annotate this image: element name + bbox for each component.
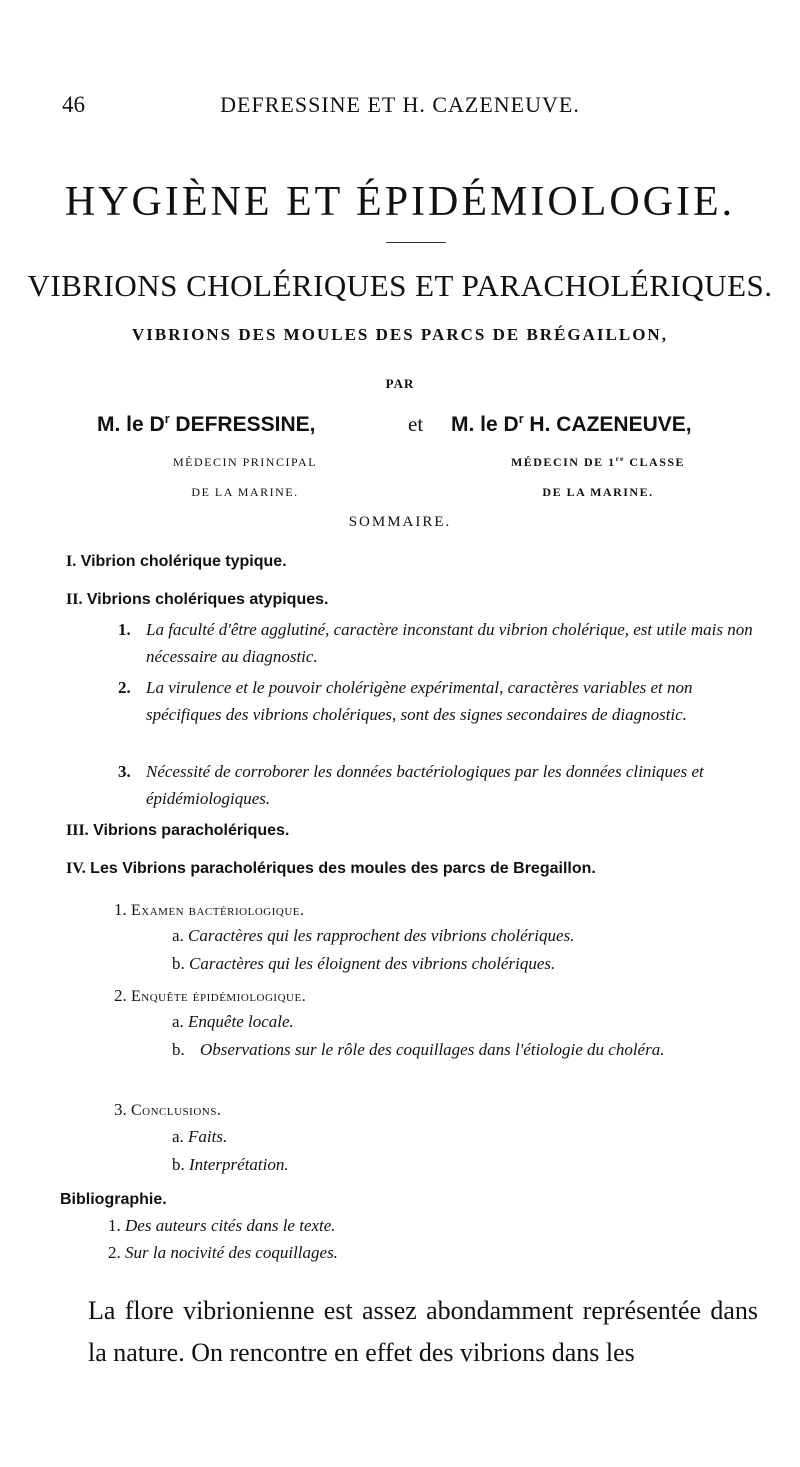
- summary-section-4: IV. Les Vibrions paracholériques des moules des parcs de Bregaillon.: [66, 860, 596, 877]
- bibliography-heading: Bibliographie.: [60, 1191, 167, 1208]
- author-2-affiliation-line-1: MÉDECIN DE 1re CLASSE: [510, 455, 686, 469]
- summary-item-4-3-a: a. Faits.: [172, 1127, 228, 1146]
- article-title: VIBRIONS CHOLÉRIQUES ET PARACHOLÉRIQUES.: [27, 268, 773, 303]
- title-rule: [386, 242, 446, 243]
- summary-item-4-1-a: a. Caractères qui les rapprochent des vibrions cholériques.: [172, 926, 575, 945]
- summary-item-2-1: 1. La faculté d'être agglutiné, caractère inconstant du vibrion cholérique, est utile mais non nécessaire au diagnostic.: [118, 620, 753, 666]
- summary-heading: SOMMAIRE.: [348, 514, 452, 530]
- summary-item-4-3: 3. Conclusions.: [114, 1100, 222, 1119]
- author-1: M. le $D^r$ DEFRESSINE,: [97, 412, 316, 436]
- by-line: PAR: [385, 376, 415, 391]
- summary-item-4-1-b: b. Caractères qui les éloignent des vibrions cholériques.: [172, 954, 556, 973]
- article-subtitle: VIBRIONS DES MOULES DES PARCS DE BRÉGAILLON,: [132, 325, 668, 344]
- summary-item-2-2: 2. La virulence et le pouvoir cholérigène expérimental, caractères variables et non spécifiques des vibrions cholériques, sont des signes secondaires de diagnostic.: [118, 678, 693, 724]
- bibliography-item-2: 2. Sur la nocivité des coquillages.: [108, 1243, 338, 1262]
- running-head: [0, 92, 800, 122]
- author-2-affiliation-line-2: DE LA MARINE.: [542, 485, 654, 499]
- body-paragraph: La flore vibrionienne est assez abondamment représentée dans la nature. On rencontre en effet des vibrions dans les: [88, 1296, 758, 1367]
- summary-item-4-2-b: b. Observations sur le rôle des coquillages dans l'étiologie du choléra.: [172, 1040, 665, 1059]
- running-head-authors: DEFRESSINE ET H. CAZENEUVE.: [220, 92, 580, 117]
- section-title: HYGIÈNE ET ÉPIDÉMIOLOGIE.: [64, 179, 736, 225]
- author-conjunction: et: [408, 412, 424, 436]
- summary-item-4-1: 1. Examen bactériologique.: [114, 900, 305, 919]
- page-number: 46: [62, 92, 85, 117]
- summary-item-4-3-b: b. Interprétation.: [172, 1155, 289, 1174]
- author-2: M. le $D^r$ H. CAZENEUVE,: [451, 412, 692, 436]
- summary-section-2: II. Vibrions cholériques atypiques.: [66, 591, 329, 608]
- summary-item-2-3: 3. Nécessité de corroborer les données bactériologiques par les données cliniques et épidémiologiques.: [118, 762, 704, 808]
- authors-line: [0, 412, 800, 442]
- author-1-affiliation-line-2: DE LA MARINE.: [191, 485, 299, 499]
- bibliography-item-1: 1. Des auteurs cités dans le texte.: [108, 1216, 336, 1235]
- summary-section-1: I. Vibrion cholérique typique.: [66, 553, 287, 570]
- author-1-affiliation-line-1: MÉDECIN PRINCIPAL: [172, 455, 318, 469]
- summary-section-3: III. Vibrions paracholériques.: [66, 822, 290, 839]
- summary-item-4-2: 2. Enquête épidémiologique.: [114, 986, 307, 1005]
- summary-item-4-2-a: a. Enquête locale.: [172, 1012, 294, 1031]
